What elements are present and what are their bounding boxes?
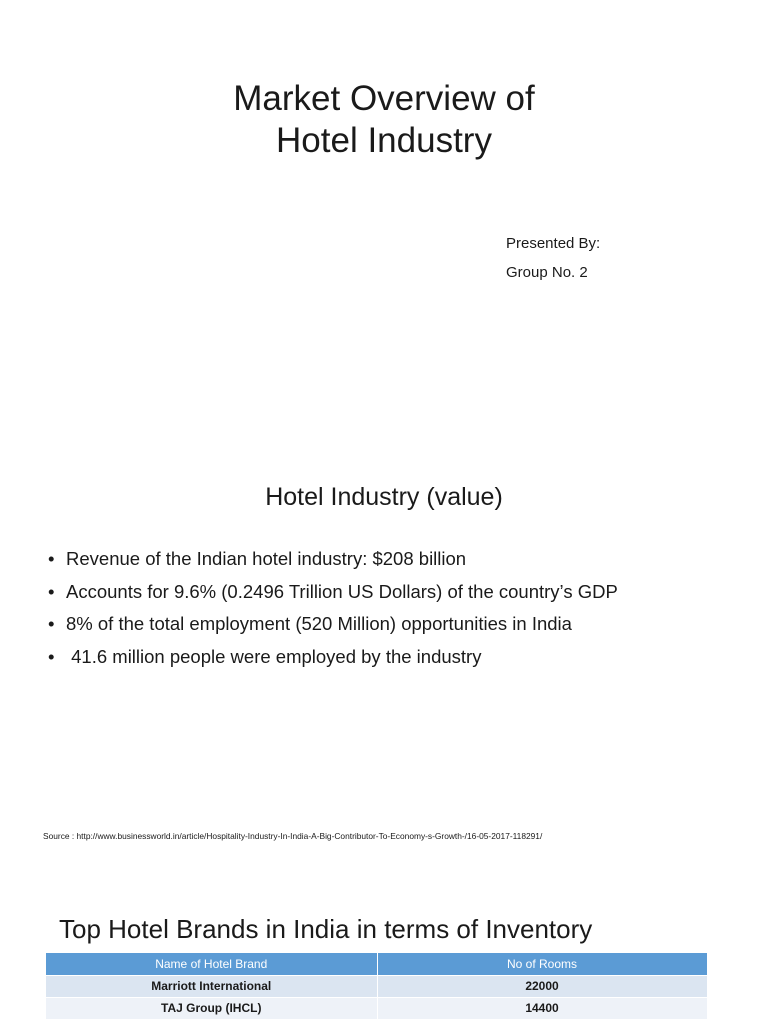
bullet-dot: • [48,645,55,667]
cell-brand: Marriott International [46,975,377,997]
bullet-text: 41.6 million people were employed by the industry [66,645,482,667]
bullet-item [48,641,748,674]
bullet-item [48,608,748,641]
presenter-block [506,229,600,287]
slide-title-market-overview [0,78,768,162]
header-rooms: No of Rooms [377,953,707,975]
slide-title-hotel-industry-value: Hotel Industry (value) [265,483,503,511]
bullet-dot: • [48,613,55,634]
bullet-dot: • [48,580,55,602]
bullet-text: Revenue of the Indian hotel industry: $208 billion [66,548,467,569]
bullet-item [48,543,748,576]
hotel-brands-table [46,953,708,1019]
bullet-item [48,576,748,609]
title-line-1: Market Overview of [233,79,535,118]
source-citation: Source : http://www.businessworld.in/article/Hospitality-Industry-In-India-A-Big-Contributor-To-Economy-s-Growth-/16-05-2017-118291/ [43,831,543,841]
bullet-text: Accounts for 9.6% (0.2496 Trillion US Dollars) of the country’s GDP [66,580,618,602]
table-row [46,997,707,1019]
cell-rooms: 22000 [377,975,707,997]
bullet-list [48,543,748,673]
group-label: Group No. 2 [506,264,588,281]
bullet-text: 8% of the total employment (520 Million) opportunities in India [66,613,572,634]
presented-by-label: Presented By: [506,235,601,252]
cell-brand: TAJ Group (IHCL) [46,997,377,1019]
cell-rooms: 14400 [377,997,707,1019]
bullet-dot: • [48,548,55,569]
table-row [46,975,707,997]
header-brand-name: Name of Hotel Brand [46,953,377,975]
title-line-2: Hotel Industry [276,121,492,160]
table-header-row [46,953,707,975]
slide-title-top-hotel-brands: Top Hotel Brands in India in terms of Inventory [59,914,593,944]
